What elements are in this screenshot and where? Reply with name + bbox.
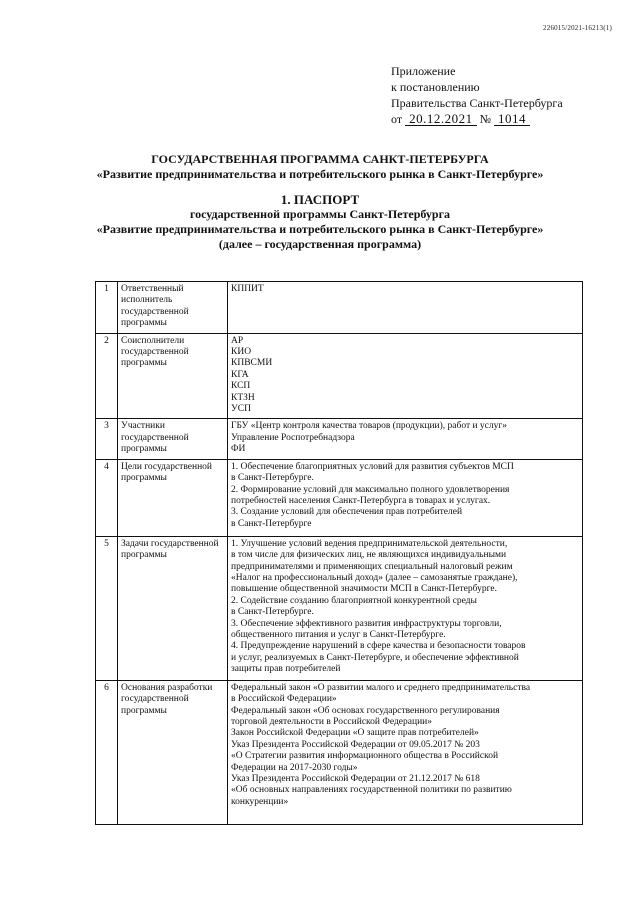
appendix-date-line xyxy=(391,111,563,127)
passport-table xyxy=(95,281,583,825)
document-number: 226015/2021-16213(1) xyxy=(543,24,612,32)
row-content-line: Федеральный закон «Об основах государственного регулирования xyxy=(231,705,500,716)
row-content-line: ГБУ «Центр контроля качества товаров (продукции), работ и услуг» xyxy=(231,421,508,432)
passport-line-2: государственной программы Санкт-Петербурга xyxy=(189,207,451,221)
row-content-line: УСП xyxy=(231,404,251,415)
row-name: Ответственный исполнитель государственной программы xyxy=(118,282,228,334)
row-content-line: потребностей населения Санкт-Петербурга в товарах и услугах. xyxy=(231,495,491,506)
program-title-line-1: ГОСУДАРСТВЕННАЯ ПРОГРАММА САНКТ-ПЕТЕРБУРГА xyxy=(151,152,489,166)
appendix-line-1: Приложение xyxy=(391,64,456,78)
appendix-block xyxy=(391,63,563,127)
row-content-line: КПВСМИ xyxy=(231,358,273,369)
row-content-line: «О Стратегии развития информационного общества в Российской xyxy=(231,751,499,762)
row-content-line: Федеральный закон «О развитии малого и среднего предпринимательства xyxy=(231,682,531,693)
row-content-line: в Российской Федерации» xyxy=(231,694,337,705)
table-row xyxy=(96,419,583,459)
row-content-line: 1. Обеспечение благоприятных условий для развития субъектов МСП xyxy=(231,461,514,472)
row-content-line: Управление Роспотребнадзора xyxy=(231,432,355,443)
row-content-line: в Санкт-Петербурге. xyxy=(231,607,314,618)
row-content-line: 3. Обеспечение эффективного развития инфраструктуры торговли, xyxy=(231,618,502,629)
row-content xyxy=(228,680,583,824)
row-content-line: 2. Формирование условий для максимально полного удовлетворения xyxy=(231,484,510,495)
row-content-line: в том числе для физических лиц, не являющихся индивидуальными xyxy=(231,550,507,561)
row-content-line: Закон Российской Федерации «О защите прав потребителей» xyxy=(231,728,479,739)
row-content-line: ФИ xyxy=(231,444,246,455)
passport-line-3: «Развитие предпринимательства и потребительского рынка в Санкт-Петербурге» xyxy=(96,222,544,236)
row-content-line: «Налог на профессиональный доход» (далее – самозанятые граждане), xyxy=(231,572,518,583)
row-name: Соисполнители государственной программы xyxy=(118,333,228,419)
row-content-line: КИО xyxy=(231,347,252,358)
row-content-line: конкуренции» xyxy=(231,796,289,807)
program-title-line-2: «Развитие предпринимательства и потребительского рынка в Санкт-Петербурге» xyxy=(96,167,544,181)
resolution-date: 20.12.2021 xyxy=(405,112,477,126)
row-content-line: КППИТ xyxy=(231,284,264,294)
row-content xyxy=(228,459,583,536)
row-number: 1 xyxy=(96,282,118,334)
row-content-line: КГА xyxy=(231,369,249,380)
from-label: от xyxy=(391,112,403,126)
row-content-line: 3. Создание условий для обеспечения прав потребителей xyxy=(231,507,463,518)
row-content-line: общественного питания и услуг в Санкт-Петербурге. xyxy=(231,629,446,640)
row-content-line: предпринимателями и применяющих специальный налоговый режим xyxy=(231,561,513,572)
row-name: Основания разработки государственной программы xyxy=(118,680,228,824)
appendix-line-3: Правительства Санкт-Петербурга xyxy=(391,96,563,110)
row-content-line: Федерации на 2017-2030 годы» xyxy=(231,762,358,773)
program-title xyxy=(0,152,640,182)
row-name: Участники государственной программы xyxy=(118,419,228,459)
row-content-line: торговой деятельности в Российской Федерации» xyxy=(231,716,432,727)
table-row xyxy=(96,282,583,334)
row-content-line: 4. Предупреждение нарушений в сфере качества и безопасности товаров xyxy=(231,641,526,652)
row-content-line: в Санкт-Петербурге xyxy=(231,518,312,529)
resolution-number: 1014 xyxy=(494,112,530,126)
row-content xyxy=(228,282,583,334)
row-content xyxy=(228,419,583,459)
passport-line-4: (далее – государственная программа) xyxy=(218,237,422,251)
row-content-line: КТЗН xyxy=(231,392,255,403)
row-content xyxy=(228,536,583,680)
row-number: 4 xyxy=(96,459,118,536)
passport-title xyxy=(0,192,640,252)
number-label: № xyxy=(479,112,492,126)
row-content-line: защиты прав потребителей xyxy=(231,664,341,675)
passport-heading: 1. ПАСПОРТ xyxy=(280,192,360,207)
table-row xyxy=(96,536,583,680)
row-content-line: Указ Президента Российской Федерации от 21.12.2017 № 618 xyxy=(231,773,480,784)
row-content-line: повышение общественной значимости МСП в Санкт-Петербурге. xyxy=(231,584,497,595)
table-row xyxy=(96,680,583,824)
row-number: 3 xyxy=(96,419,118,459)
row-content-line: КСП xyxy=(231,381,251,392)
row-name: Цели государственной программы xyxy=(118,459,228,536)
appendix-line-2: к постановлению xyxy=(391,80,480,94)
row-number: 6 xyxy=(96,680,118,824)
row-content-line: 1. Улучшение условий ведения предпринимательской деятельности, xyxy=(231,538,508,549)
row-content-line: Указ Президента Российской Федерации от 09.05.2017 № 203 xyxy=(231,739,480,750)
table-row xyxy=(96,459,583,536)
row-content-line: «Об основных направлениях государственной политики по развитию xyxy=(231,785,512,796)
row-content xyxy=(228,333,583,419)
row-content-line: в Санкт-Петербурге. xyxy=(231,473,314,484)
row-content-line: и услуг, реализуемых в Санкт-Петербурге, и обеспечение эффективной xyxy=(231,652,519,663)
row-number: 5 xyxy=(96,536,118,680)
row-content-line: АР xyxy=(231,335,244,346)
row-content-line: 2. Содействие созданию благоприятной конкурентной среды xyxy=(231,595,477,606)
table-row xyxy=(96,333,583,419)
row-number: 2 xyxy=(96,333,118,419)
row-name: Задачи государственной программы xyxy=(118,536,228,680)
